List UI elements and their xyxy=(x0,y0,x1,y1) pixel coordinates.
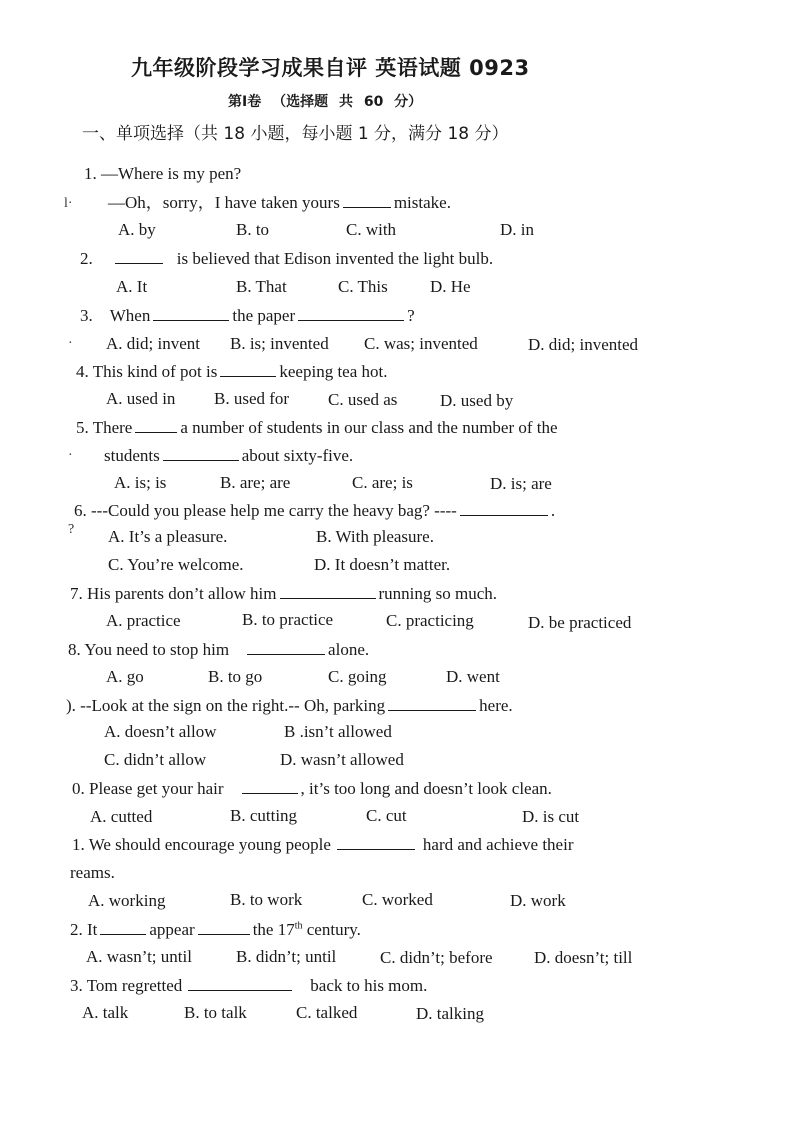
q12-option-c: C. didn’t; before xyxy=(380,948,493,967)
q12-stem-b: appear xyxy=(149,920,195,939)
q1-option-b: B. to xyxy=(236,220,270,239)
exam-subtitle: 第Ⅰ卷 （选择题 共 60 分） xyxy=(228,94,423,110)
q12-stem-a: 2. It xyxy=(70,920,98,939)
answer-blank[interactable] xyxy=(280,583,376,599)
q9-option-b: B .isn’t allowed xyxy=(284,722,392,741)
q8-option-c: C. going xyxy=(328,667,387,686)
q9-stem xyxy=(66,695,513,716)
q3-number: 3. xyxy=(80,306,93,325)
q13-stem xyxy=(70,975,427,996)
q2-number: 2. xyxy=(80,249,93,268)
q2-option-c: C. This xyxy=(338,277,388,296)
q10-option-c: C. cut xyxy=(366,806,407,825)
q10-option-d: D. is cut xyxy=(522,807,580,826)
answer-blank[interactable] xyxy=(298,305,404,321)
margin-mark: ? xyxy=(68,522,75,537)
q7-stem-a: 7. His parents don’t allow him xyxy=(70,584,277,603)
answer-blank[interactable] xyxy=(388,695,476,711)
q3-stem-a: When xyxy=(109,306,151,325)
q6-stem-a: 6. ---Could you please help me carry the heavy bag? ---- xyxy=(74,501,457,520)
answer-blank[interactable] xyxy=(247,639,325,655)
answer-blank[interactable] xyxy=(460,500,548,516)
q4-option-d: D. used by xyxy=(440,391,514,410)
answer-blank[interactable] xyxy=(242,778,298,794)
q11-line2: reams. xyxy=(70,863,115,882)
q11-stem-a: 1. We should encourage young people xyxy=(72,835,331,854)
q5-stem-b: a number of students in our class and the number of the xyxy=(180,418,558,437)
answer-blank[interactable] xyxy=(198,919,250,935)
q8-option-a: A. go xyxy=(106,667,144,686)
q4-option-c: C. used as xyxy=(328,390,398,409)
q6-stem xyxy=(74,500,555,521)
q2-option-b: B. That xyxy=(236,277,287,296)
q5-line2-a: students xyxy=(104,446,160,465)
q2-stem-text: is believed that Edison invented the light bulb. xyxy=(176,249,494,268)
answer-blank[interactable] xyxy=(188,975,292,991)
q8-option-b: B. to go xyxy=(208,667,263,686)
q6-option-c: C. You’re welcome. xyxy=(108,555,244,574)
q9-option-d: D. wasn’t allowed xyxy=(280,750,404,769)
q8-option-d: D. went xyxy=(446,667,500,686)
q10-option-b: B. cutting xyxy=(230,806,298,825)
margin-mark: · xyxy=(68,336,73,351)
q11-option-d: D. work xyxy=(510,891,566,910)
q6-option-b: B. With pleasure. xyxy=(316,527,434,546)
answer-blank[interactable] xyxy=(135,417,177,433)
margin-mark: · xyxy=(68,448,73,463)
q7-option-b: B. to practice xyxy=(242,610,334,629)
q13-option-b: B. to talk xyxy=(184,1003,247,1022)
q3-option-a: A. did; invent xyxy=(106,334,200,353)
answer-blank[interactable] xyxy=(343,192,391,208)
answer-blank[interactable] xyxy=(220,361,276,377)
q5-line2 xyxy=(104,445,353,466)
answer-blank[interactable] xyxy=(337,834,415,850)
q10-stem xyxy=(72,778,552,799)
q3-option-c: C. was; invented xyxy=(364,334,478,353)
answer-blank[interactable] xyxy=(115,248,163,264)
q1-option-a: A. by xyxy=(118,220,156,239)
q3-option-d: D. did; invented xyxy=(528,335,639,354)
answer-blank[interactable] xyxy=(100,919,146,935)
q12-option-b: B. didn’t; until xyxy=(236,947,337,966)
q7-stem xyxy=(70,583,497,604)
q5-option-d: D. is; are xyxy=(490,474,552,493)
q6-option-d: D. It doesn’t matter. xyxy=(314,555,451,574)
q3-stem xyxy=(80,305,415,326)
q6-stem-b: . xyxy=(550,501,556,520)
answer-blank[interactable] xyxy=(163,445,239,461)
q7-option-d: D. be practiced xyxy=(528,613,632,632)
q3-option-b: B. is; invented xyxy=(230,334,329,353)
q11-stem xyxy=(72,834,573,855)
q8-stem-b: alone. xyxy=(328,640,370,659)
q9-stem-a: ). --Look at the sign on the right.-- Oh, parking xyxy=(66,696,386,715)
q13-option-a: A. talk xyxy=(82,1003,129,1022)
q3-stem-b: the paper xyxy=(232,306,296,325)
q13-option-d: D. talking xyxy=(416,1004,484,1023)
q1-option-d: D. in xyxy=(500,220,534,239)
q5-stem xyxy=(76,417,558,438)
q12-option-d: D. doesn’t; till xyxy=(534,948,633,967)
q13-stem-a: 3. Tom regretted xyxy=(70,976,183,995)
q7-option-c: C. practicing xyxy=(386,611,474,630)
q11-stem-b: hard and achieve their xyxy=(422,835,574,854)
q12-option-a: A. wasn’t; until xyxy=(86,947,192,966)
q12-superscript: th xyxy=(294,920,303,932)
q13-option-c: C. talked xyxy=(296,1003,358,1022)
q12-stem xyxy=(70,919,361,940)
q2-stem xyxy=(80,248,493,269)
q5-option-a: A. is; is xyxy=(114,473,167,492)
q5-option-b: B. are; are xyxy=(220,473,291,492)
q1-option-c: C. with xyxy=(346,220,397,239)
section-heading: 一、单项选择（共 18 小题，每小题 1 分，满分 18 分） xyxy=(82,124,509,144)
q12-stem-c: the 17 xyxy=(252,920,295,939)
q7-stem-b: running so much. xyxy=(378,584,498,603)
exam-title: 九年级阶段学习成果自评 英语试题 0923 xyxy=(131,56,530,80)
q4-stem-a: 4. This kind of pot is xyxy=(76,362,218,381)
q2-option-d: D. He xyxy=(430,277,471,296)
q5-stem-a: 5. There xyxy=(76,418,133,437)
q9-option-a: A. doesn’t allow xyxy=(104,722,217,741)
q10-stem-a: 0. Please get your hair xyxy=(72,779,224,798)
q10-option-a: A. cutted xyxy=(90,807,153,826)
q4-option-b: B. used for xyxy=(214,389,290,408)
q5-option-c: C. are; is xyxy=(352,473,413,492)
q10-stem-b: , it’s too long and doesn’t look clean. xyxy=(300,779,552,798)
q9-option-c: C. didn’t allow xyxy=(104,750,207,769)
q8-stem-a: 8. You need to stop him xyxy=(68,640,230,659)
q3-stem-c: ? xyxy=(407,306,415,325)
q1-stem xyxy=(108,192,451,213)
q11-option-c: C. worked xyxy=(362,890,433,909)
q4-stem xyxy=(76,361,387,382)
margin-mark: l· xyxy=(64,196,73,211)
q11-option-b: B. to work xyxy=(230,890,303,909)
q1-line1: 1. —Where is my pen? xyxy=(84,164,242,183)
q5-line2-b: about sixty-five. xyxy=(241,446,354,465)
q4-option-a: A. used in xyxy=(106,389,176,408)
q1-stem-b: mistake. xyxy=(393,193,451,212)
q4-stem-b: keeping tea hot. xyxy=(279,362,388,381)
answer-blank[interactable] xyxy=(153,305,229,321)
q8-stem xyxy=(68,639,369,660)
q9-stem-b: here. xyxy=(479,696,513,715)
q12-stem-d: century. xyxy=(302,920,361,939)
q11-option-a: A. working xyxy=(88,891,166,910)
q13-stem-b: back to his mom. xyxy=(310,976,428,995)
q2-option-a: A. It xyxy=(116,277,148,296)
q1-stem-a: —Oh，sorry，I have taken yours xyxy=(108,193,340,212)
q6-option-a: A. It’s a pleasure. xyxy=(108,527,228,546)
q7-option-a: A. practice xyxy=(106,611,181,630)
